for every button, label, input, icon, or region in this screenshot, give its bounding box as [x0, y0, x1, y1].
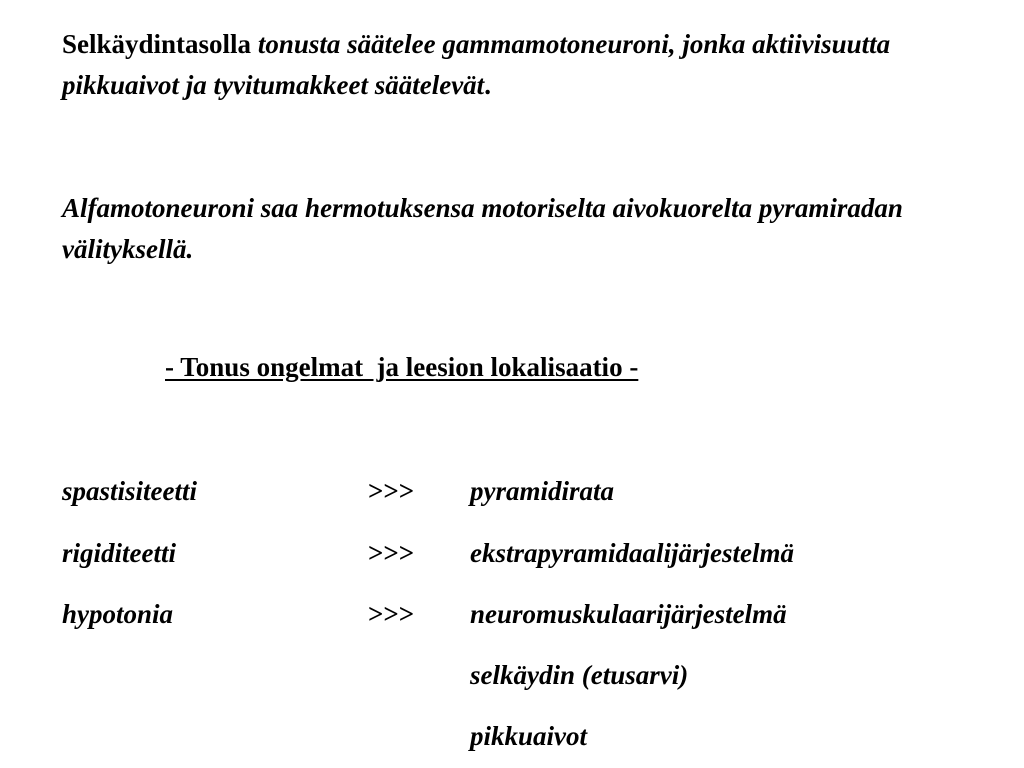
- location-label: ekstrapyramidaalijärjestelmä: [470, 538, 794, 568]
- term-label: rigiditeetti: [62, 538, 176, 568]
- location-label: pyramidirata: [470, 476, 615, 506]
- paragraph-alpha-motoneuron: Alfamotoneuroni saa hermotuksensa motoriselta aivokuorelta pyramiradan välityksellä.: [62, 193, 903, 264]
- term-label: hypotonia: [62, 599, 174, 629]
- term-label: spastisiteetti: [62, 476, 197, 506]
- list-item: [0, 660, 1024, 700]
- list-item: [0, 538, 1024, 578]
- paragraph1-period: .: [484, 70, 491, 100]
- location-label: selkäydin (etusarvi): [470, 660, 689, 690]
- arrow-label: >>>: [368, 599, 415, 629]
- paragraph1-lead: Selkäydintasolla: [62, 29, 252, 59]
- list-item: [0, 721, 1024, 761]
- arrow-label: >>>: [368, 538, 415, 568]
- section-heading: - Tonus ongelmat ja leesion lokalisaatio -: [165, 352, 639, 382]
- list-item: [0, 599, 1024, 639]
- location-label: pikkuaivot: [470, 721, 588, 751]
- location-label: neuromuskulaarijärjestelmä: [470, 599, 787, 629]
- arrow-label: >>>: [368, 476, 415, 506]
- list-item: [0, 476, 1024, 516]
- paragraph-gamma-motoneuron: [62, 24, 962, 106]
- paragraph1-italic: tonusta säätelee gammamotoneuroni, jonka aktiivisuutta pikkuaivot ja tyvitumakkeet säätelevät: [62, 29, 891, 100]
